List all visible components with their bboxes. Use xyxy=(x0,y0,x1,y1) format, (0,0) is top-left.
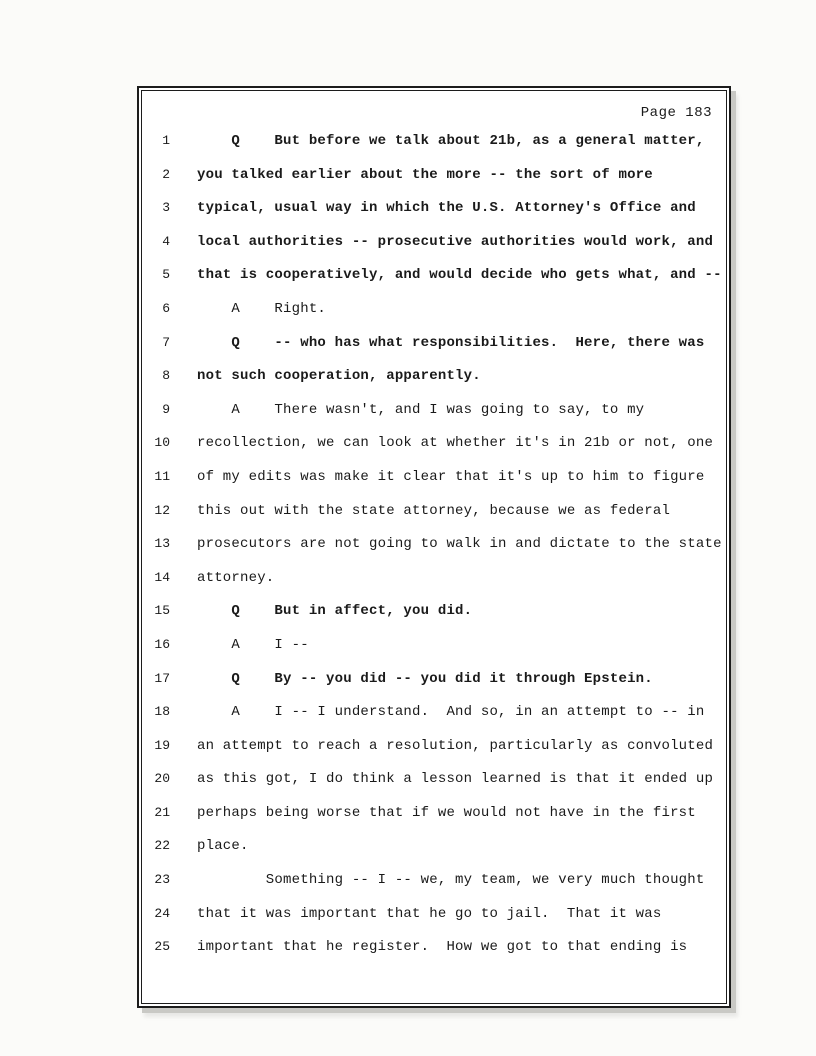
transcript-line xyxy=(142,167,726,201)
transcript-line xyxy=(142,200,726,234)
line-text: A Right. xyxy=(197,300,327,317)
line-text: Something -- I -- we, my team, we very much thought xyxy=(197,872,705,889)
transcript-line xyxy=(142,805,726,839)
line-number: 10 xyxy=(154,435,170,451)
line-number: 23 xyxy=(154,872,170,888)
line-text: place. xyxy=(197,838,249,855)
line-number: 12 xyxy=(154,502,170,518)
line-text: A I -- I understand. And so, in an attempt to -- in xyxy=(197,704,705,721)
line-text: of my edits was make it clear that it's up to him to figure xyxy=(197,468,705,485)
line-number: 8 xyxy=(162,368,170,384)
transcript-line xyxy=(142,368,726,402)
line-number: 7 xyxy=(162,334,170,350)
transcript-line xyxy=(142,771,726,805)
line-text: as this got, I do think a lesson learned is that it ended up xyxy=(197,771,714,788)
line-number: 22 xyxy=(154,838,170,854)
line-number: 17 xyxy=(154,670,170,686)
line-text: local authorities -- prosecutive authorities would work, and xyxy=(197,233,714,250)
line-number: 21 xyxy=(154,804,170,820)
line-text: that is cooperatively, and would decide who gets what, and -- xyxy=(197,267,722,284)
line-text: Q By -- you did -- you did it through Epstein. xyxy=(197,670,653,687)
line-text: this out with the state attorney, because we as federal xyxy=(197,502,671,519)
transcript-line xyxy=(142,503,726,537)
line-number: 1 xyxy=(162,133,170,148)
line-text: attorney. xyxy=(197,569,275,586)
transcript-line xyxy=(142,301,726,335)
line-number: 15 xyxy=(154,603,170,619)
line-text: typical, usual way in which the U.S. Attorney's Office and xyxy=(197,200,696,217)
transcript-line xyxy=(142,234,726,268)
transcript-line xyxy=(142,469,726,503)
line-text: perhaps being worse that if we would not have in the first xyxy=(197,804,696,821)
transcript-frame xyxy=(137,86,731,1008)
transcript-line xyxy=(142,637,726,671)
transcript-line xyxy=(142,838,726,872)
line-text: that it was important that he go to jail. That it was xyxy=(197,905,662,922)
line-number: 5 xyxy=(162,267,170,283)
line-text: an attempt to reach a resolution, particularly as convoluted xyxy=(197,737,714,754)
line-number: 20 xyxy=(154,771,170,787)
line-number: 16 xyxy=(154,636,170,652)
line-text: A I -- xyxy=(197,636,309,653)
transcript-line xyxy=(142,939,726,973)
transcript-line xyxy=(142,570,726,604)
line-number: 14 xyxy=(154,569,170,585)
page-number-label: Page 183 xyxy=(640,105,712,121)
transcript-line xyxy=(142,872,726,906)
transcript-frame-inner-border xyxy=(141,90,727,1004)
line-number: 13 xyxy=(154,536,170,552)
transcript-line xyxy=(142,335,726,369)
transcript-line xyxy=(142,603,726,637)
transcript-line xyxy=(142,906,726,940)
line-number: 19 xyxy=(154,737,170,753)
line-text: not such cooperation, apparently. xyxy=(197,368,481,385)
line-text: you talked earlier about the more -- the sort of more xyxy=(197,166,653,183)
line-text: A There wasn't, and I was going to say, to my xyxy=(197,401,645,418)
line-text: important that he register. How we got to that ending is xyxy=(197,939,688,956)
line-number: 25 xyxy=(154,939,170,955)
line-number: 4 xyxy=(162,233,170,249)
transcript-line xyxy=(142,671,726,705)
line-number: 2 xyxy=(162,166,170,182)
transcript-line xyxy=(142,536,726,570)
line-text: Q But before we talk about 21b, as a general matter, xyxy=(197,133,705,149)
line-number: 6 xyxy=(162,300,170,316)
line-text: Q -- who has what responsibilities. Here, there was xyxy=(197,334,705,351)
transcript-line xyxy=(142,738,726,772)
transcript-lines xyxy=(142,133,726,973)
transcript-line xyxy=(142,435,726,469)
transcript-line xyxy=(142,402,726,436)
line-number: 24 xyxy=(154,905,170,921)
line-text: recollection, we can look at whether it's in 21b or not, one xyxy=(197,435,714,452)
line-number: 18 xyxy=(154,704,170,720)
transcript-line xyxy=(142,267,726,301)
line-text: prosecutors are not going to walk in and dictate to the state xyxy=(197,536,722,553)
transcript-line xyxy=(142,704,726,738)
line-number: 11 xyxy=(154,468,170,484)
line-number: 3 xyxy=(162,200,170,216)
transcript-line xyxy=(142,133,726,167)
line-number: 9 xyxy=(162,401,170,417)
line-text: Q But in affect, you did. xyxy=(197,603,473,620)
